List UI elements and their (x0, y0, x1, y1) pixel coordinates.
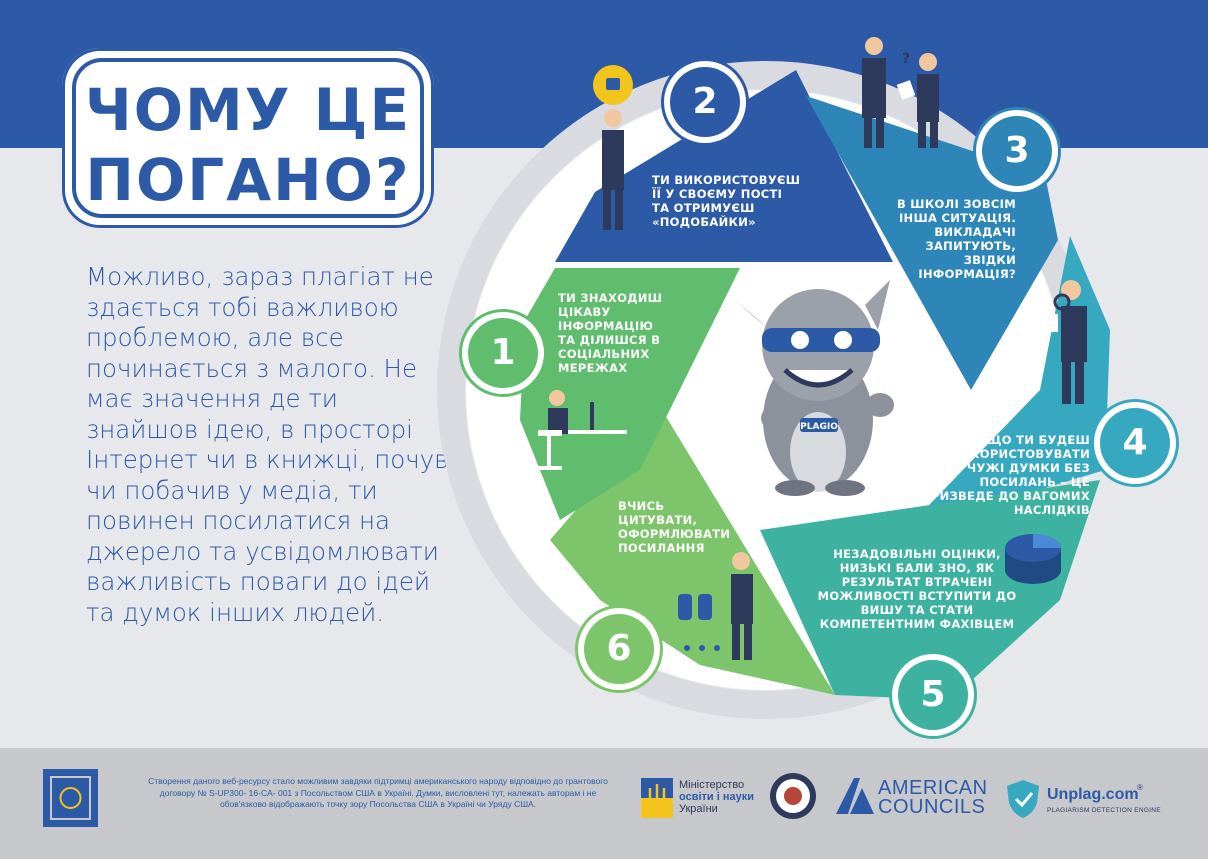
unplag-subtitle: PLAGIARISM DETECTION ENGINE (1047, 807, 1161, 814)
step-6-text: ВЧИСЬ ЦИТУВАТИ, ОФОРМЛЮВАТИ ПОСИЛАННЯ (618, 499, 731, 555)
american-councils-text (878, 779, 988, 817)
title-line-1: ЧОМУ ЦЕ (84, 76, 412, 144)
mascot-badge: PLAGIO (800, 422, 838, 432)
ministry-line-3: України (679, 803, 718, 815)
step-5-text: НЕЗАДОВІЛЬНІ ОЦІНКИ, НИЗЬКІ БАЛИ ЗНО, ЯК РЕЗУЛЬТАТ ВТРАЧЕНІ МОЖЛИВОСТІ ВСТУПИТИ ДО ВИШУ ТА СТАТИ КОМПЕТЕНТНИМ ФАХІВЦЕМ (817, 547, 1017, 631)
step-3-text: В ШКОЛІ ЗОВСІМ ІНША СИТУАЦІЯ. ВИКЛАДАЧІ ЗАПИТУЮТЬ, ЗВІДКИ ІНФОРМАЦІЯ? (896, 197, 1016, 281)
step-2-number: 2 (670, 67, 740, 137)
ministry-line-1: Міністерство (679, 779, 745, 791)
step-5-number: 5 (898, 660, 968, 730)
question-mark: ? (902, 51, 911, 67)
unplag-registered-mark: ® (1137, 783, 1143, 792)
step-4-text: ЯКЩО ТИ БУДЕШ ВИКОРИСТОВУВАТИ ЧУЖІ ДУМКИ БЕЗ ПОСИЛАНЬ – ЦЕ ПРИЗВЕДЕ ДО ВАГОМИХ НАСЛІДКІВ (921, 433, 1090, 517)
university-emblem-icon (43, 769, 98, 827)
footer-note: Створення даного веб-ресурсу стало можливим завдяки підтримці американського народу відповідно до грантового договору № S-UP300- 16-CA- 001 з Посольством США в Україні. Думки, висловлені тут, належать авторам і не обов'язково відображають точку зору Посольства США в Україні чи Уряду США. (148, 776, 608, 809)
ministry-line-2: освіти і науки (679, 791, 754, 803)
step-2-text: ТИ ВИКОРИСТОВУЄШ ЇЇ У СВОЄМУ ПОСТІ ТА ОТРИМУЄШ «ПОДОБАЙКИ» (652, 173, 801, 229)
step-3-number: 3 (982, 116, 1052, 186)
unplag-name: Unplag.com (1047, 786, 1139, 803)
step-4-number: 4 (1100, 408, 1170, 478)
ac-line-1: AMERICAN (878, 777, 988, 799)
american-councils-logo-icon (836, 778, 874, 814)
us-seal-icon (769, 772, 817, 820)
step-1-number: 1 (468, 318, 538, 388)
title-line-2: ПОГАНО? (85, 146, 411, 214)
ministry-logo-text (679, 779, 754, 815)
unplag-shield-icon (1006, 779, 1040, 819)
step-6-number: 6 (584, 614, 654, 684)
intro-text: Можливо, зараз плагіат не здається тобі важливою проблемою, але все починається з малого. Не має значення де ти знайшов ідею, в просторі Інтернет чи в книжці, почув чи побачив у медіа, ти повинен посилатися на джерело та усвідомлювати важливість поваги до ідей та думок інших людей. (86, 262, 449, 627)
ac-line-2: COUNCILS (878, 796, 986, 818)
trident-icon (641, 778, 673, 818)
step-1-text: ТИ ЗНАХОДИШ ЦІКАВУ ІНФОРМАЦІЮ ТА ДІЛИШСЯ В СОЦІАЛЬНИХ МЕРЕЖАХ (558, 291, 663, 375)
